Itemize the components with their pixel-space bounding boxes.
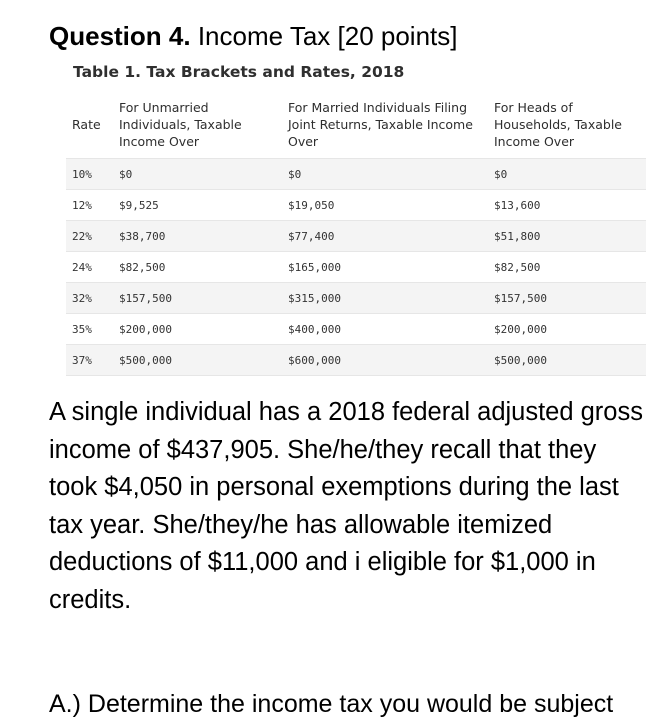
married-joint-cell: $400,000 xyxy=(280,314,486,345)
table-row xyxy=(66,190,646,221)
table-row xyxy=(66,283,646,314)
rate-cell: 35% xyxy=(66,314,111,345)
rate-cell: 12% xyxy=(66,190,111,221)
married-joint-cell: $600,000 xyxy=(280,345,486,376)
table-row xyxy=(66,221,646,252)
married-joint-cell: $165,000 xyxy=(280,252,486,283)
heads-of-household-cell: $500,000 xyxy=(486,345,646,376)
header-unmarried: For Unmarried Individuals, Taxable Income Over xyxy=(111,92,280,159)
unmarried-cell: $0 xyxy=(111,159,280,190)
rate-cell: 10% xyxy=(66,159,111,190)
rate-cell: 37% xyxy=(66,345,111,376)
table-row xyxy=(66,345,646,376)
married-joint-cell: $19,050 xyxy=(280,190,486,221)
rate-cell: 24% xyxy=(66,252,111,283)
unmarried-cell: $38,700 xyxy=(111,221,280,252)
married-joint-cell: $0 xyxy=(280,159,486,190)
unmarried-cell: $82,500 xyxy=(111,252,280,283)
heads-of-household-cell: $51,800 xyxy=(486,221,646,252)
table-row xyxy=(66,159,646,190)
unmarried-cell: $500,000 xyxy=(111,345,280,376)
heads-of-household-cell: $82,500 xyxy=(486,252,646,283)
heads-of-household-cell: $0 xyxy=(486,159,646,190)
cut-off-line xyxy=(49,689,614,718)
header-heads-of-household: For Heads of Households, Taxable Income Over xyxy=(486,92,646,159)
unmarried-cell: $157,500 xyxy=(111,283,280,314)
heads-of-household-cell: $13,600 xyxy=(486,190,646,221)
table-header-row xyxy=(66,92,646,159)
header-rate: Rate xyxy=(66,92,111,159)
table-title: Table 1. Tax Brackets and Rates, 2018 xyxy=(73,63,405,81)
table-row xyxy=(66,314,646,345)
table-row xyxy=(66,252,646,283)
cut-off-line-text: A.) Determine the income tax you would be subject xyxy=(49,690,614,718)
tax-brackets-table xyxy=(66,92,646,376)
married-joint-cell: $315,000 xyxy=(280,283,486,314)
unmarried-cell: $200,000 xyxy=(111,314,280,345)
question-heading xyxy=(49,18,457,54)
problem-text: A single individual has a 2018 federal adjusted gross income of $437,905. She/he/they recall that they took $4,050 in personal exemptions during the last tax year. She/they/he has allowable itemized deductions of $11,000 and i eligible for $1,000 in credits. xyxy=(49,398,643,614)
heads-of-household-cell: $157,500 xyxy=(486,283,646,314)
rate-cell: 22% xyxy=(66,221,111,252)
header-married-joint: For Married Individuals Filing Joint Returns, Taxable Income Over xyxy=(280,92,486,159)
heads-of-household-cell: $200,000 xyxy=(486,314,646,345)
rate-cell: 32% xyxy=(66,283,111,314)
question-title: Income Tax [20 points] xyxy=(197,21,458,51)
question-label: Question 4. xyxy=(49,21,191,51)
married-joint-cell: $77,400 xyxy=(280,221,486,252)
unmarried-cell: $9,525 xyxy=(111,190,280,221)
